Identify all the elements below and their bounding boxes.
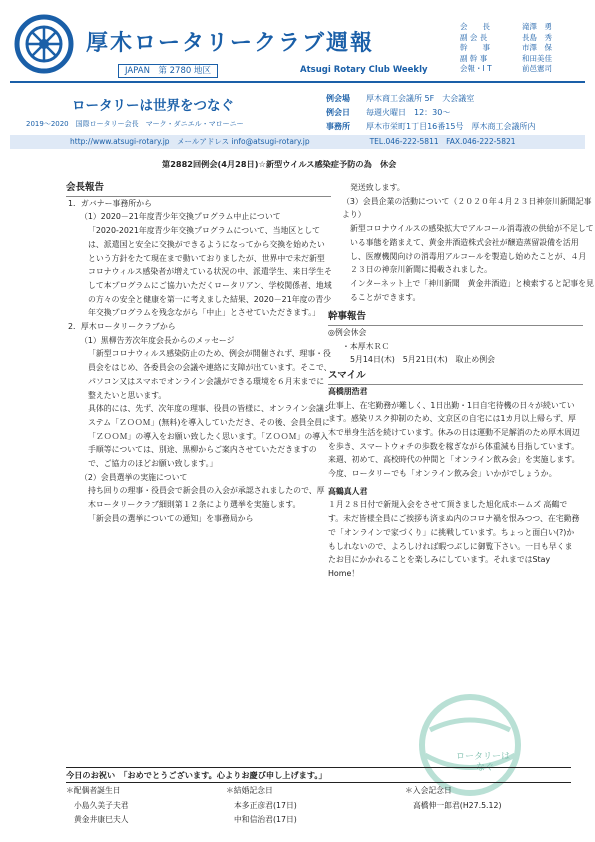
left-column <box>66 181 332 526</box>
contact-bar: http://www.atsugi-rotary.jp メールアドレス info@atsugi-rotary.jp TEL.046-222-5811 FAX.046-222-5821 <box>10 135 585 149</box>
meeting-row <box>326 106 535 120</box>
item-heading: 2．厚木ロータリークラブから <box>68 322 176 332</box>
officer-row <box>460 54 588 65</box>
join-anniversary-title: ＊入会記念日 <box>405 786 452 795</box>
district-badge: JAPAN 第 2780 地区 <box>118 64 218 78</box>
smile-author: 高鶴真人君 <box>328 486 368 496</box>
quote-paragraph: 「新会員の選挙についての通知」を事務局から <box>88 513 254 523</box>
smile-author: 高橋朋浩君 <box>328 386 368 396</box>
president-note: 2019～2020 国際ロータリー会長 マーク・ダニエル・マローニー <box>26 120 244 128</box>
rotary-wheel-logo <box>14 14 74 74</box>
officer-row <box>460 43 588 54</box>
officer-name: 市澤 保 <box>522 43 552 52</box>
watermark-line: なぐ <box>476 763 495 773</box>
spouse-birthday-block <box>66 784 129 828</box>
paragraph: インターネット上で「神川新聞 黄金井酒造」と検索すると記事を見ることができます。 <box>350 278 594 302</box>
secretary-item: ◎例会休会 <box>328 328 367 338</box>
officer-role: 幹 事 <box>460 43 490 52</box>
join-anniversary-block <box>405 784 502 813</box>
newsletter-title: 厚木ロータリークラブ週報 <box>86 31 375 56</box>
item-subheading: （3）会員企業の活動について（２０２０年４月２３日神奈川新聞記事より） <box>342 196 592 220</box>
officer-name: 滝澤 勇 <box>522 22 552 31</box>
meeting-value: 毎週火曜日 12：30～ <box>366 108 451 117</box>
paragraph: 新型コロナウイルスの感染拡大でアルコール消毒液の供給が不足している事態を踏まえて、黄金井酒造株式会社が醸造蒸留設備を活用し、医療機関向けの消毒用アルコールを製造し始めたことが、４月２３日の神奈川新聞に掲載されました。 <box>350 224 594 275</box>
english-title: Atsugi Rotary Club Weekly <box>300 65 428 75</box>
secretary-item: 5月14日(木) 5月21日(木) 取止め例会 <box>350 355 496 365</box>
item-heading: 1．ガバナー事務所から <box>68 198 152 208</box>
slogan: ロータリーは世界をつなぐ <box>72 98 234 114</box>
wedding-anniversary-block <box>226 784 297 828</box>
spouse-birthday-name: 黄金井康巳夫人 <box>74 815 129 824</box>
quote-paragraph: 「2020-2021年度青少年交換プログラムについて、当地区としては、派遣国と安全に交換ができるようになってから交換を始めたいという方針をたて現在まで動いておりましたが、世界中で未だ新型コロナウィルス感染者が増えている状況の中、派遣学生、来日学生そして本プログラムにご協力いただくロータリアン、学校関係者、地域の方々の安全と健康を第一に考えました結果、2020－21年度の青少年交換プログラムを残念ながら「中止」とさせていただきます。」 <box>88 226 332 318</box>
secretary-report-heading: 幹事報告 <box>328 310 583 326</box>
celebration-bar: 今日のお祝い 「おめでとうございます。心よりお慶び申し上げます。」 <box>66 767 571 783</box>
smile-heading: スマイル <box>328 369 583 385</box>
right-column <box>328 181 594 581</box>
officer-role: 会報・I T <box>460 64 492 73</box>
meeting-info <box>326 92 535 134</box>
officer-role: 副 幹 事 <box>460 53 488 63</box>
smile-paragraph: 仕事上、在宅勤務が難しく、1日出勤・1日自宅待機の日々が続いています。感染リスク抑制のため、文京区の自宅には1カ月以上帰らず、厚木で単身生活を続けています。休みの日は運動不足解消のため厚木周辺を歩き、スマートウォチの歩数を稼ぎながら体重減も目指しています。来週、初めて、高校時代の仲間と「オンライン飲み会」を実施します。今度、ロータリーでも「オンライン飲み会」いかがでしょうか。 <box>328 400 580 479</box>
officer-row <box>460 22 588 33</box>
officer-row <box>460 33 588 44</box>
watermark-line: ロータリーは <box>456 752 511 762</box>
item-subheading: （1）黒柳告芳次年度会長からのメッセージ <box>80 335 235 345</box>
president-report-heading: 会長報告 <box>66 181 331 197</box>
meeting-label: 例会日 <box>326 108 350 117</box>
join-anniversary-name: 高橋伸一郎君(H27.5.12) <box>413 800 502 810</box>
meeting-label: 例会場 <box>326 94 350 103</box>
item-subheading: （2）会員選挙の実施について <box>80 472 188 482</box>
officer-role: 副 会 長 <box>460 32 488 42</box>
meeting-value: 厚木商工会議所 5F 大会議室 <box>366 94 475 103</box>
wedding-anniversary-name: 中和信治君(17日) <box>234 815 297 824</box>
meeting-row <box>326 92 535 106</box>
officer-name: 和田美佳 <box>522 53 552 63</box>
officer-row <box>460 64 588 75</box>
spouse-birthday-name: 小島久美子夫君 <box>74 800 129 810</box>
item-subheading: （1）2020－21年度青少年交換プログラム中止について <box>80 212 281 222</box>
officers-list <box>460 22 588 75</box>
continued-text: 発送致します。 <box>350 183 405 192</box>
header-divider <box>10 81 585 83</box>
smile-paragraph: １月２８日付で新規入会をさせて頂きました旭化成ホームズ 高鶴です。未だ皆様全員にご挨拶も済まぬ内のコロナ禍を恨みつつ、在宅勤務で「オンラインで家づくり」に挑戦しています。ちょっと面白い(?)かもしれないので、よろしければ暇つぶしに御覧下さい。一日も早くまたお目にかかれることを楽しみにしています。それまではStay Home！ <box>328 500 580 578</box>
quote-paragraph: 具体的には、先ず、次年度の理事、役員の皆様に、オンライン会議システム「ＺＯＯＭ」(無料)を導入していただき、その後、会員全員に「ＺＯＯＭ」の導入をお願い致したく思います。「ＺＯＯＭ」の導入手順等については、別途、黒柳からご案内させていただきますので、ご協力のほどお願い致します。」 <box>88 404 332 469</box>
quote-paragraph: 「新型コロナウィルス感染防止のため、例会が開催されず、理事・役員会をはじめ、各委員会の会議や連絡に支障が出ています。そこで、パソコン又はスマホでオンライン会議ができる環境を６月末までに整えたいと思います。 <box>88 349 332 400</box>
quote-paragraph: 持ち回りの理事・役員会で新会員の入会が承認されましたので、厚木ロータリークラブ細則第１２条により選挙を実施します。 <box>88 486 325 510</box>
officer-role: 会 長 <box>460 22 490 31</box>
wedding-anniversary-name: 本多正彦君(17日) <box>234 800 297 810</box>
meeting-row <box>326 120 535 134</box>
wedding-anniversary-title: ＊結婚記念日 <box>226 786 273 795</box>
meeting-label: 事務所 <box>326 122 350 131</box>
meeting-value: 厚木市栄町1丁目16番15号 厚木商工会議所内 <box>366 122 536 131</box>
issue-line: 第2882回例会(4月28日)☆新型ウイルス感染症予防の為 休会 <box>162 159 397 169</box>
officer-name: 前邑憲司 <box>522 64 552 73</box>
secretary-item: ・本厚木ＲＣ <box>342 341 390 351</box>
officer-name: 長島 秀 <box>522 32 552 42</box>
spouse-birthday-title: ＊配偶者誕生日 <box>66 786 121 795</box>
